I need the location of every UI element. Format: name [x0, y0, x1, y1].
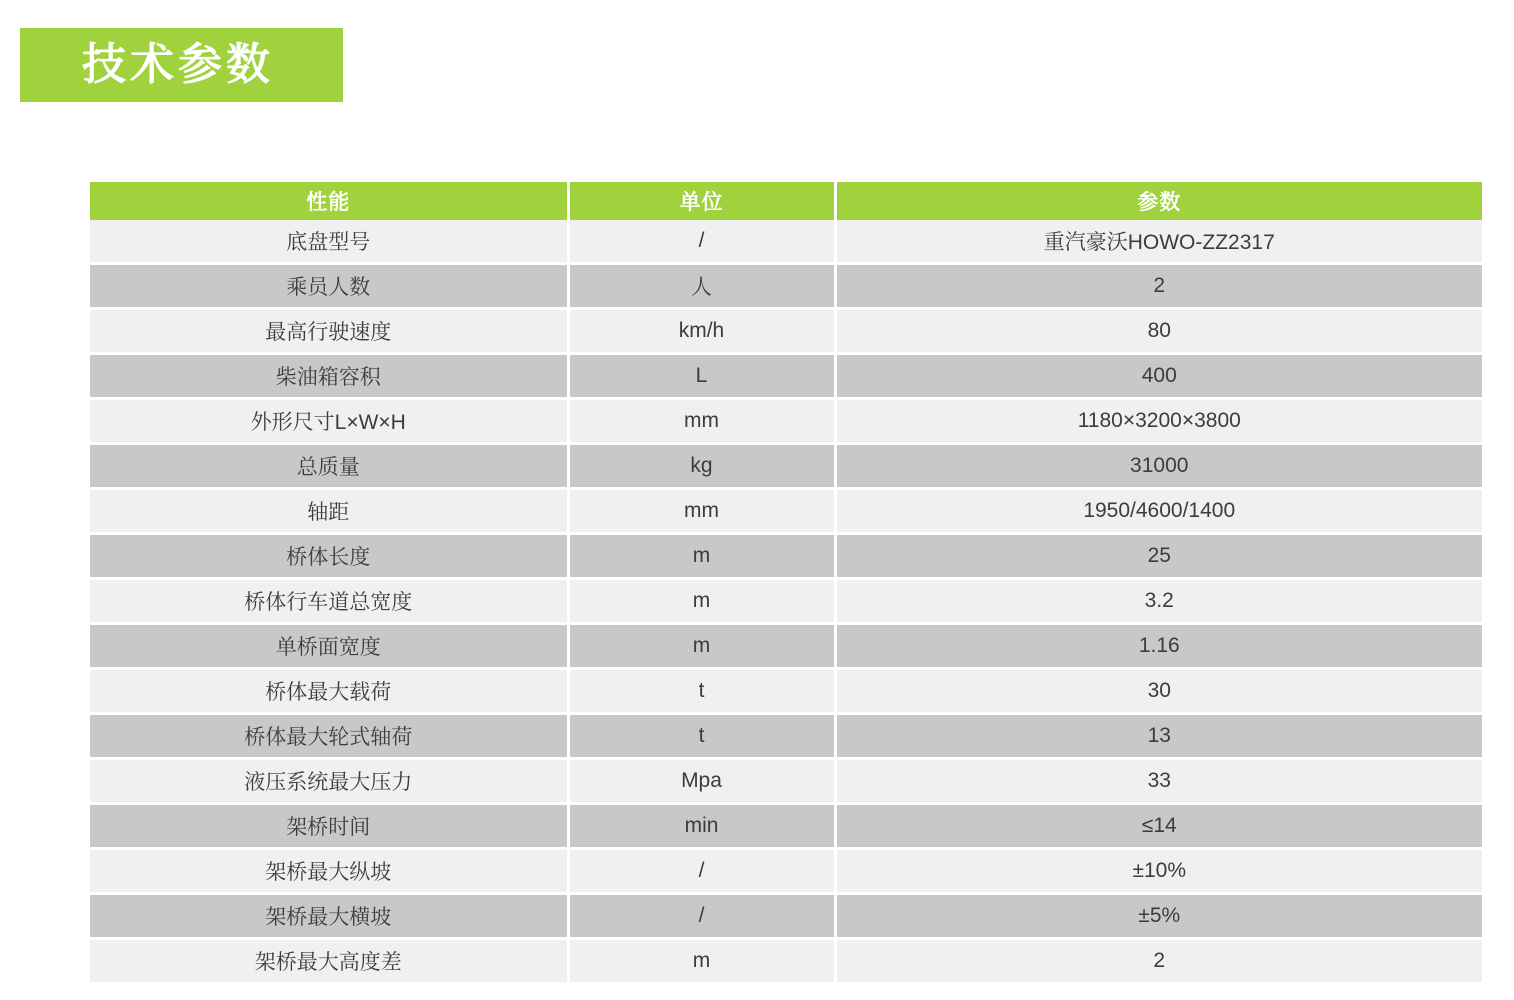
row-performance: 桥体最大载荷 — [90, 669, 568, 714]
row-performance: 架桥时间 — [90, 804, 568, 849]
row-performance: 架桥最大高度差 — [90, 939, 568, 984]
row-unit: t — [568, 714, 835, 759]
row-unit: L — [568, 354, 835, 399]
table-row — [90, 939, 1482, 984]
row-parameter: 2 — [835, 264, 1482, 309]
section-title-banner — [20, 28, 343, 102]
table-row — [90, 264, 1482, 309]
row-performance: 单桥面宽度 — [90, 624, 568, 669]
row-parameter: 3.2 — [835, 579, 1482, 624]
row-parameter: ±5% — [835, 894, 1482, 939]
table-row — [90, 669, 1482, 714]
row-parameter: 1.16 — [835, 624, 1482, 669]
table-row — [90, 220, 1482, 264]
row-performance: 液压系统最大压力 — [90, 759, 568, 804]
technical-parameters-table — [90, 182, 1482, 985]
row-unit: km/h — [568, 309, 835, 354]
row-parameter: 31000 — [835, 444, 1482, 489]
row-unit: m — [568, 534, 835, 579]
column-header-parameter: 参数 — [835, 182, 1482, 220]
page-title: 技术参数 — [82, 40, 274, 89]
row-performance: 桥体行车道总宽度 — [90, 579, 568, 624]
table-row — [90, 354, 1482, 399]
row-unit: kg — [568, 444, 835, 489]
row-parameter: 30 — [835, 669, 1482, 714]
table-row — [90, 444, 1482, 489]
row-performance: 底盘型号 — [90, 220, 568, 264]
row-unit: m — [568, 624, 835, 669]
row-performance: 最高行驶速度 — [90, 309, 568, 354]
table-row — [90, 579, 1482, 624]
row-performance: 乘员人数 — [90, 264, 568, 309]
table-row — [90, 759, 1482, 804]
column-header-performance: 性能 — [90, 182, 568, 220]
row-performance: 柴油箱容积 — [90, 354, 568, 399]
row-performance: 桥体最大轮式轴荷 — [90, 714, 568, 759]
row-performance: 架桥最大横坡 — [90, 894, 568, 939]
table-header — [90, 182, 1482, 220]
row-parameter: 25 — [835, 534, 1482, 579]
table-header-row — [90, 182, 1482, 220]
row-performance: 桥体长度 — [90, 534, 568, 579]
row-parameter: 33 — [835, 759, 1482, 804]
row-parameter: ±10% — [835, 849, 1482, 894]
row-unit: / — [568, 220, 835, 264]
table-row — [90, 309, 1482, 354]
table-row — [90, 714, 1482, 759]
row-unit: mm — [568, 489, 835, 534]
row-unit: / — [568, 849, 835, 894]
table-row — [90, 849, 1482, 894]
row-unit: m — [568, 579, 835, 624]
row-performance: 架桥最大纵坡 — [90, 849, 568, 894]
row-parameter: 重汽豪沃HOWO-ZZ2317 — [835, 220, 1482, 264]
table-row — [90, 894, 1482, 939]
row-parameter: 2 — [835, 939, 1482, 984]
row-unit: t — [568, 669, 835, 714]
row-unit: min — [568, 804, 835, 849]
row-unit: Mpa — [568, 759, 835, 804]
row-performance: 外形尺寸L×W×H — [90, 399, 568, 444]
column-header-unit: 单位 — [568, 182, 835, 220]
row-parameter: 1950/4600/1400 — [835, 489, 1482, 534]
row-unit: / — [568, 894, 835, 939]
row-parameter: 13 — [835, 714, 1482, 759]
table-body — [90, 220, 1482, 984]
table-row — [90, 534, 1482, 579]
table-row — [90, 624, 1482, 669]
row-parameter: 1180×3200×3800 — [835, 399, 1482, 444]
row-parameter: 400 — [835, 354, 1482, 399]
row-unit: m — [568, 939, 835, 984]
table-row — [90, 489, 1482, 534]
row-parameter: 80 — [835, 309, 1482, 354]
row-parameter: ≤14 — [835, 804, 1482, 849]
row-performance: 轴距 — [90, 489, 568, 534]
table-row — [90, 804, 1482, 849]
row-performance: 总质量 — [90, 444, 568, 489]
table-row — [90, 399, 1482, 444]
row-unit: mm — [568, 399, 835, 444]
row-unit: 人 — [568, 264, 835, 309]
